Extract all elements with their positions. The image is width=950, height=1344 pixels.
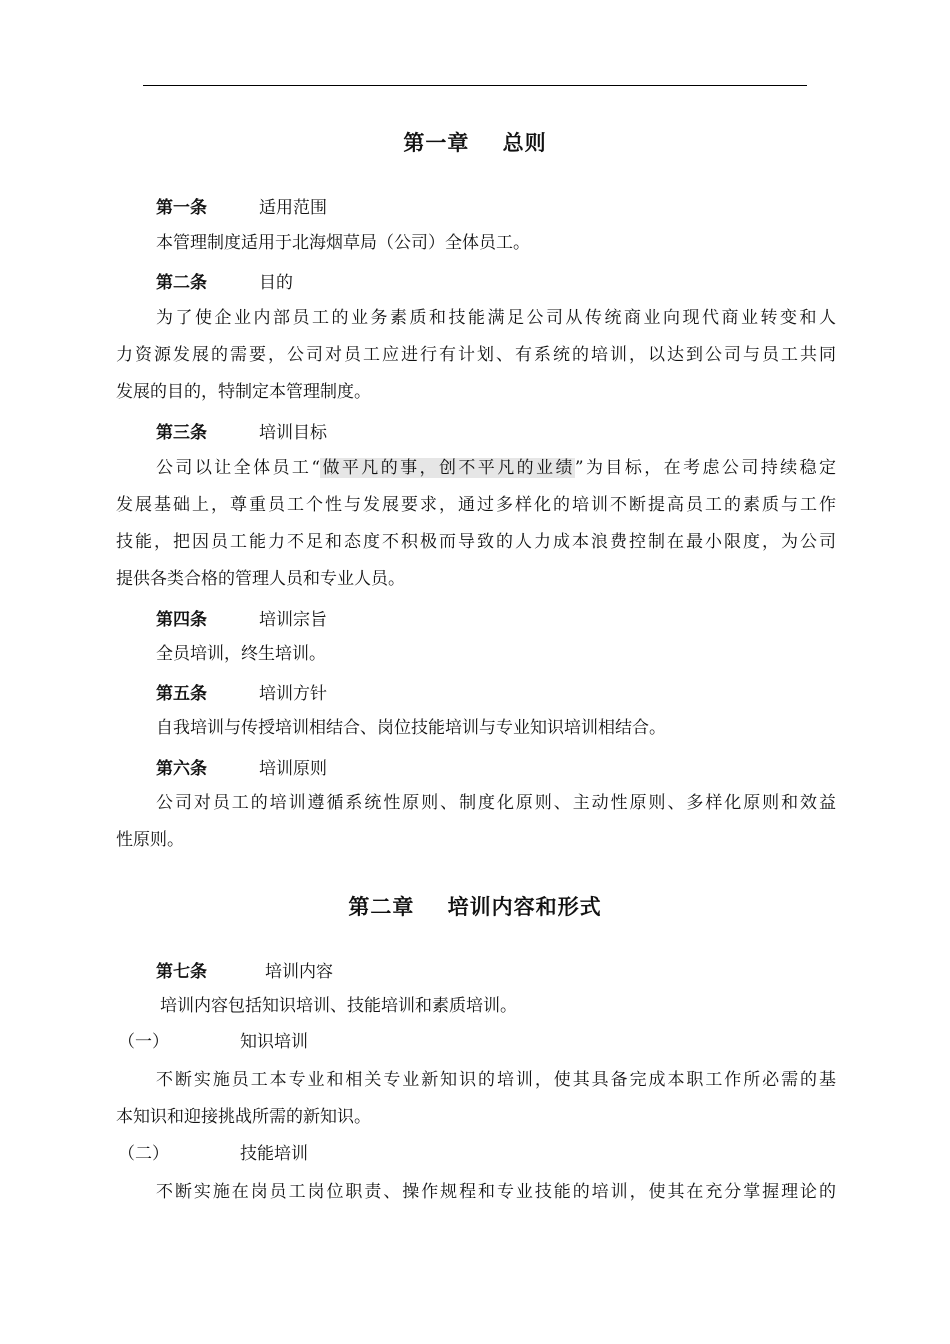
article-5-body: 自我培训与传授培训相结合、岗位技能培训与专业知识培训相结合。 (156, 718, 666, 738)
article-3-title: 培训目标 (259, 423, 327, 443)
section-1-line-1: 不断实施员工本专业和相关专业新知识的培训，使其具备完成本职工作所必需的基 (156, 1070, 836, 1090)
article-2-line-1: 为了使企业内部员工的业务素质和技能满足公司从传统商业向现代商业转变和人 (156, 308, 836, 328)
article-2-title: 目的 (259, 273, 293, 293)
article-3-heading (156, 418, 327, 443)
article-2-heading (156, 268, 293, 293)
section-2-line-1: 不断实施在岗员工岗位职责、操作规程和专业技能的培训，使其在充分掌握理论的 (156, 1182, 836, 1202)
article-3-line-3: 技能，把因员工能力不足和态度不积极而导致的人力成本浪费控制在最小限度，为公司 (116, 532, 836, 552)
section-2-title: 技能培训 (240, 1144, 308, 1164)
article-7-heading (156, 957, 333, 982)
article-7-title: 培训内容 (265, 962, 333, 982)
article-4-heading (156, 605, 327, 630)
article-5-heading (156, 679, 327, 704)
article-5-label: 第五条 (156, 684, 207, 704)
article-4-body: 全员培训，终生培训。 (156, 644, 326, 664)
article-3-line-1 (156, 458, 836, 478)
article-6-line-1: 公司对员工的培训遵循系统性原则、制度化原则、主动性原则、多样化原则和效益 (156, 793, 836, 813)
slogan-highlight: 做平凡的事，创不平凡的业绩 (320, 458, 575, 478)
article-1-label: 第一条 (156, 198, 207, 218)
article-4-title: 培训宗旨 (259, 610, 327, 630)
article-3-line-4: 提供各类合格的管理人员和专业人员。 (116, 569, 405, 589)
article-6-heading (156, 754, 327, 779)
article-1-title: 适用范围 (259, 198, 327, 218)
article-2-line-2: 力资源发展的需要，公司对员工应进行有计划、有系统的培训，以达到公司与员工共同 (116, 345, 836, 365)
header-rule (143, 85, 807, 86)
article-7-body: 培训内容包括知识培训、技能培训和素质培训。 (160, 996, 517, 1016)
article-3-line-2: 发展基础上，尊重员工个性与发展要求，通过多样化的培训不断提高员工的素质与工作 (116, 495, 836, 515)
article-1-heading (156, 193, 327, 218)
article-6-title: 培训原则 (259, 759, 327, 779)
article-6-label: 第六条 (156, 759, 207, 779)
section-1-label: （一） (118, 1032, 169, 1052)
chapter-2-heading: 第二章 培训内容和形式 (348, 895, 602, 919)
article-1-body: 本管理制度适用于北海烟草局（公司）全体员工。 (156, 233, 530, 253)
section-2-label: （二） (118, 1144, 169, 1164)
article-7-label: 第七条 (156, 962, 207, 982)
article-2-label: 第二条 (156, 273, 207, 293)
chapter-1-heading: 第一章 总则 (403, 131, 547, 155)
article-5-title: 培训方针 (259, 684, 327, 704)
article-6-line-2: 性原则。 (116, 830, 184, 850)
article-3-line-1-pre: 公司以让全体员工“ (156, 458, 321, 478)
article-4-label: 第四条 (156, 610, 207, 630)
article-3-label: 第三条 (156, 423, 207, 443)
section-1-line-2: 本知识和迎接挑战所需的新知识。 (116, 1107, 371, 1127)
article-2-line-3: 发展的目的，特制定本管理制度。 (116, 382, 371, 402)
section-1-title: 知识培训 (240, 1032, 308, 1052)
article-3-line-1-post: ”为目标，在考虑公司持续稳定 (574, 458, 836, 478)
